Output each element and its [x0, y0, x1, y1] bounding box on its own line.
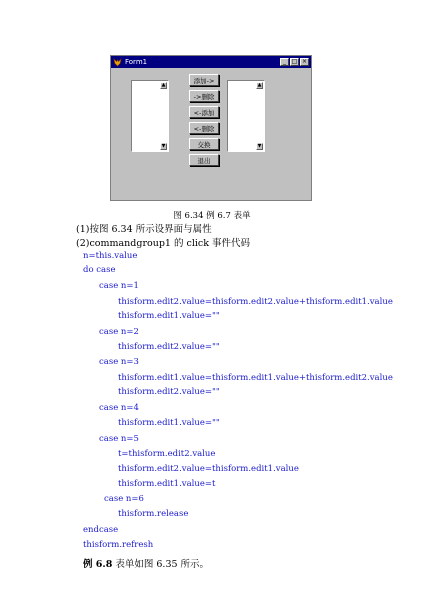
scroll-up-icon[interactable]: ▲ — [161, 82, 166, 88]
delete-left-button[interactable]: <-删除 — [189, 122, 219, 134]
minimize-button[interactable]: _ — [280, 58, 289, 66]
code-line: case n=5 — [99, 434, 139, 444]
scroll-down-icon[interactable]: ▼ — [161, 143, 166, 149]
title-bar — [111, 56, 311, 68]
scroll-down-icon[interactable]: ▼ — [257, 143, 262, 149]
code-line: thisform.refresh — [83, 540, 154, 550]
maximize-button[interactable]: □ — [291, 58, 298, 65]
code-line: thisform.edit1.value="" — [118, 418, 220, 428]
code-line: n=this.value — [83, 251, 138, 261]
code-line: thisform.edit2.value="" — [118, 342, 220, 352]
close-button[interactable]: × — [301, 58, 308, 65]
edit1-box[interactable] — [131, 80, 169, 152]
scroll-up-icon[interactable]: ▲ — [257, 82, 262, 88]
code-line: thisform.edit1.value="" — [118, 311, 220, 321]
add-right-button[interactable]: 添加-> — [189, 74, 219, 86]
step-1: (1)按图 6.34 所示设界面与属性 — [76, 224, 212, 235]
code-line: endcase — [83, 525, 119, 535]
code-line: case n=3 — [99, 357, 139, 367]
figure-caption: 图 6.34 例 6.7 表单 — [173, 211, 251, 221]
example-label: 例 6.8 — [83, 559, 113, 570]
example-text: 表单如图 6.35 所示。 — [112, 559, 210, 570]
code-line: case n=6 — [104, 494, 144, 504]
form-title: Form1 — [125, 58, 148, 66]
swap-button[interactable]: 交换 — [189, 138, 219, 150]
code-line: do case — [83, 265, 116, 275]
commandgroup1 — [189, 74, 219, 166]
code-line: thisform.edit2.value=thisform.edit1.value — [118, 464, 299, 474]
code-line: case n=2 — [99, 327, 139, 337]
add-left-button[interactable]: <-添加 — [189, 106, 219, 118]
example-paragraph — [83, 556, 209, 570]
edit2-box[interactable] — [227, 80, 265, 152]
exit-button[interactable]: 退出 — [189, 154, 219, 166]
code-line: thisform.edit1.value=thisform.edit1.value+thisform.edit2.value — [118, 373, 393, 383]
edit2-scrollbar[interactable] — [256, 82, 263, 150]
step-2: (2)commandgroup1 的 click 事件代码 — [76, 238, 250, 249]
fox-app-icon — [113, 58, 122, 67]
code-line: case n=4 — [99, 403, 139, 413]
code-line: thisform.edit1.value=t — [118, 479, 216, 489]
delete-right-button[interactable]: ->删除 — [189, 90, 219, 102]
code-line: thisform.edit2.value="" — [118, 387, 220, 397]
edit1-scrollbar[interactable] — [160, 82, 167, 150]
form-window — [110, 55, 312, 201]
code-line: thisform.edit2.value=thisform.edit2.value+thisform.edit1.value — [118, 297, 393, 307]
code-line: case n=1 — [99, 281, 139, 291]
code-line: thisform.release — [118, 509, 189, 519]
code-line: t=thisform.edit2.value — [118, 449, 216, 459]
